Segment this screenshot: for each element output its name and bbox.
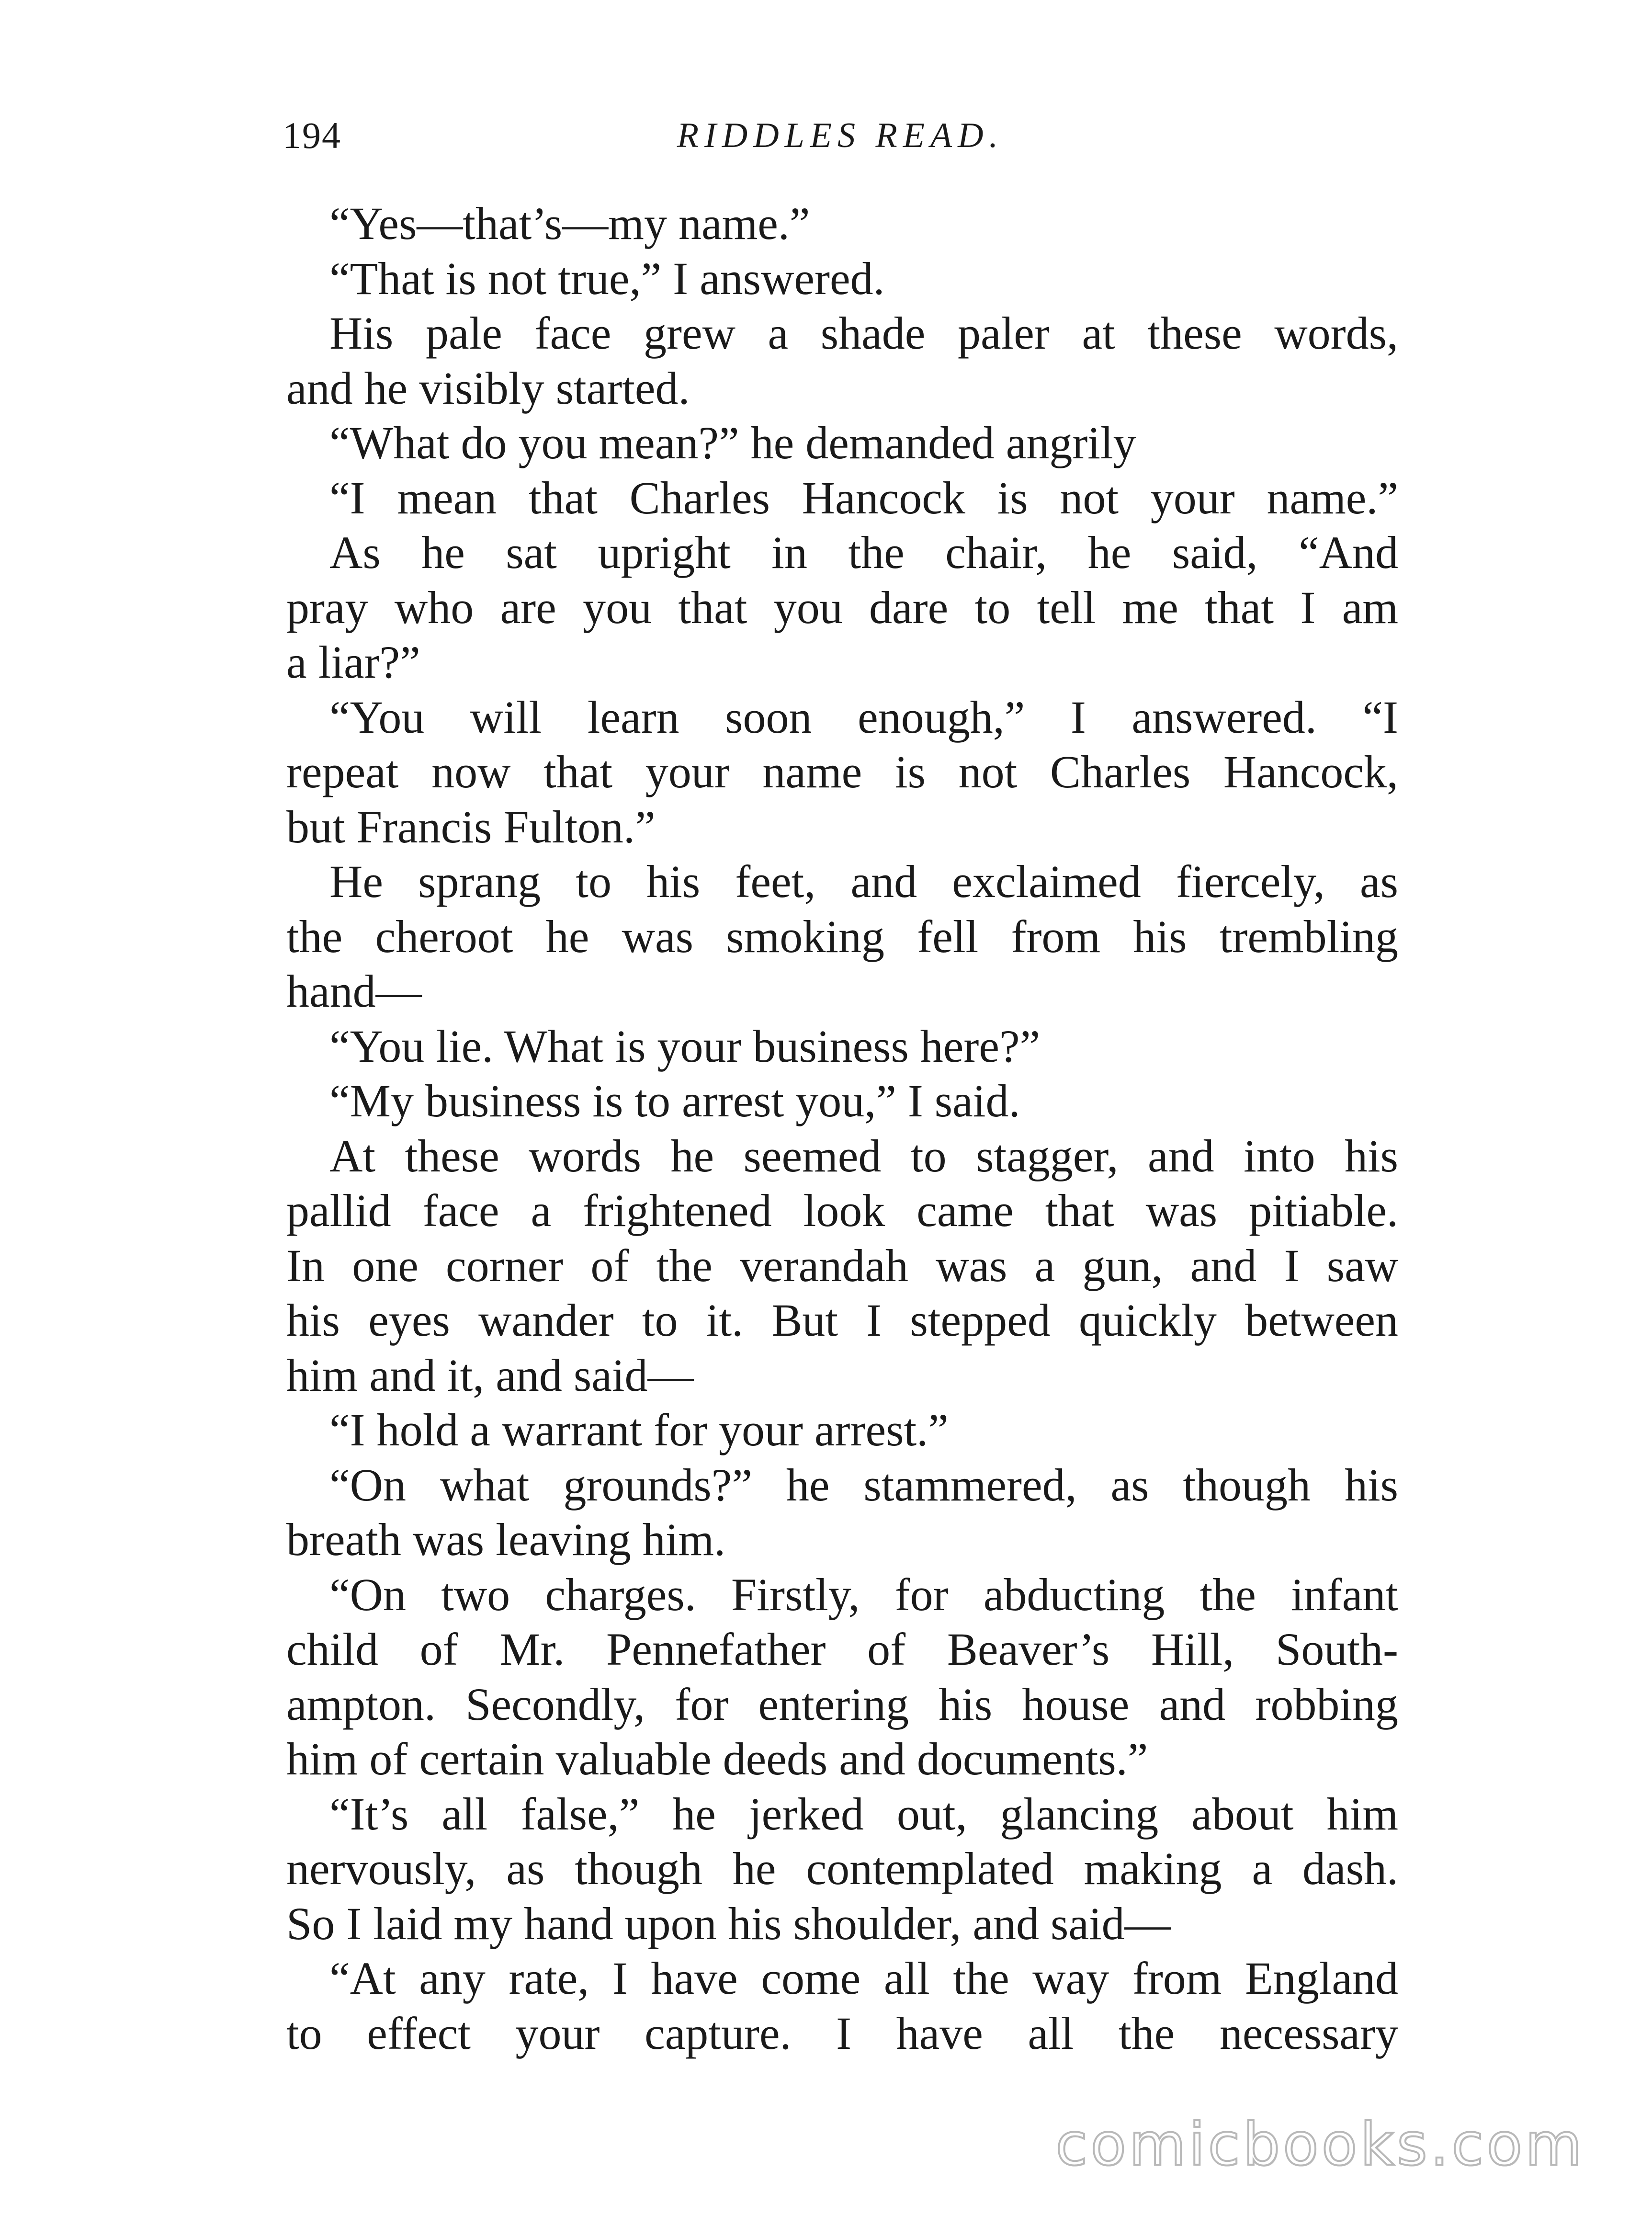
page-number: 194: [283, 114, 341, 156]
text-line: him of certain valuable deeds and documents.”: [286, 1733, 1148, 1784]
text-line: “What do you mean?” he demanded angrily: [329, 417, 1136, 468]
text-line: a liar?”: [286, 636, 420, 688]
text-line: his eyes wander to it. But I stepped quickly between: [286, 1295, 1398, 1346]
text-line: “I hold a warrant for your arrest.”: [329, 1404, 949, 1455]
running-title: RIDDLES READ.: [677, 116, 1004, 155]
text-line: and he visibly started.: [286, 362, 690, 414]
text-line: nervously, as though he contemplated making a dash.: [286, 1843, 1398, 1894]
text-line: His pale face grew a shade paler at these words,: [329, 307, 1398, 359]
text-line: pallid face a frightened look came that was pitiable.: [286, 1185, 1398, 1236]
text-line: “Yes—that’s—my name.”: [329, 198, 810, 249]
text-line: child of Mr. Pennefather of Beaver’s Hill, South-: [286, 1624, 1398, 1675]
text-line: In one corner of the verandah was a gun, and I saw: [286, 1239, 1398, 1291]
text-line: repeat now that your name is not Charles Hancock,: [286, 746, 1398, 797]
text-line: him and it, and said—: [286, 1349, 694, 1401]
text-line: to effect your capture. I have all the necessary: [286, 2007, 1398, 2059]
text-line: At these words he seemed to stagger, and into his: [329, 1130, 1398, 1182]
text-line: “It’s all false,” he jerked out, glancing about him: [329, 1788, 1398, 1840]
text-line: pray who are you that you dare to tell me that I am: [286, 581, 1398, 633]
body-text: [286, 196, 1398, 2061]
text-line: breath was leaving him.: [286, 1514, 726, 1565]
text-line: the cheroot he was smoking fell from his trembling: [286, 910, 1398, 962]
watermark-logo: comicbooks.com: [1055, 2111, 1585, 2179]
text-line: He sprang to his feet, and exclaimed fiercely, as: [329, 856, 1398, 907]
page-header: [283, 109, 1398, 162]
text-line: “You will learn soon enough,” I answered. “I: [329, 691, 1398, 743]
text-line: hand—: [286, 966, 422, 1017]
text-line: ampton. Secondly, for entering his house and robbing: [286, 1678, 1398, 1730]
text-line: “On two charges. Firstly, for abducting the infant: [329, 1568, 1398, 1620]
text-line: “I mean that Charles Hancock is not your name.”: [329, 472, 1398, 523]
text-line: So I laid my hand upon his shoulder, and said—: [286, 1897, 1171, 1949]
text-line: but Francis Fulton.”: [286, 801, 656, 852]
text-line: “My business is to arrest you,” I said.: [329, 1075, 1020, 1126]
text-line: “That is not true,” I answered.: [329, 252, 885, 304]
text-line: As he sat upright in the chair, he said, “And: [329, 527, 1398, 578]
text-line: “At any rate, I have come all the way from England: [329, 1953, 1398, 2004]
text-line: “You lie. What is your business here?”: [329, 1020, 1041, 1072]
text-line: “On what grounds?” he stammered, as though his: [329, 1459, 1398, 1511]
